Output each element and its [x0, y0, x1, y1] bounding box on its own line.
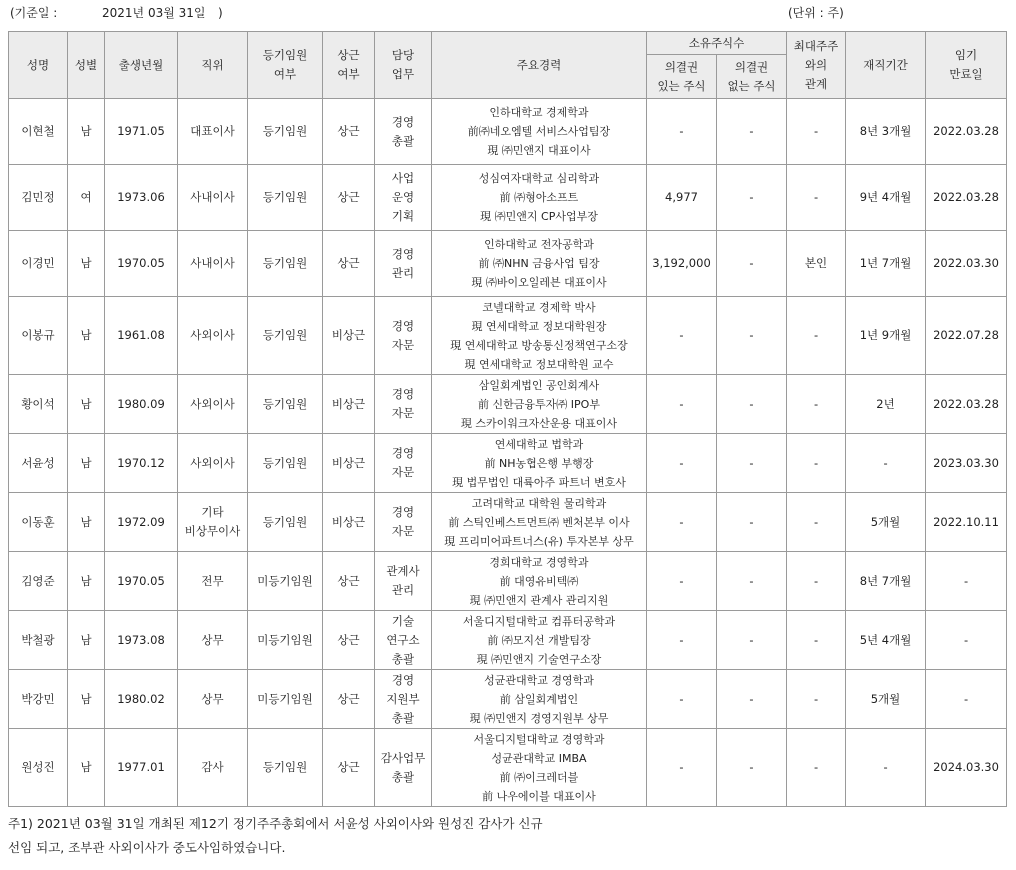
header-expiry: 임기 만료일	[926, 32, 1007, 99]
cell-name: 이동훈	[9, 493, 68, 552]
cell-birth: 1973.06	[105, 165, 178, 231]
cell-duty	[375, 729, 432, 807]
cell-name: 이봉규	[9, 297, 68, 375]
cell-name: 박철광	[9, 611, 68, 670]
cell-birth: 1980.09	[105, 375, 178, 434]
cell-voting-shares: -	[647, 434, 717, 493]
cell-duty-line: 자문	[391, 465, 415, 479]
cell-gender: 남	[68, 375, 105, 434]
cell-nonvoting-shares: -	[717, 231, 787, 297]
cell-relation: -	[787, 552, 846, 611]
cell-career-line: 現 ㈜민앤지 CP사업부장	[480, 210, 598, 223]
base-date-close: )	[218, 6, 223, 20]
cell-position-line: 사외이사	[190, 328, 235, 342]
cell-career-line: 現 스카이워크자산운용 대표이사	[460, 416, 618, 430]
cell-relation: -	[787, 729, 846, 807]
cell-relation: -	[787, 297, 846, 375]
cell-position-line: 기타	[201, 505, 224, 519]
cell-birth: 1970.12	[105, 434, 178, 493]
cell-duty	[375, 297, 432, 375]
cell-career-line: 前 ㈜NHN 금융사업 팀장	[478, 257, 600, 270]
cell-name: 이현철	[9, 99, 68, 165]
cell-career-line: 성심여자대학교 심리학과	[478, 172, 600, 185]
cell-career	[432, 165, 647, 231]
cell-fulltime: 상근	[323, 611, 375, 670]
cell-expiry: 2023.03.30	[926, 434, 1007, 493]
cell-registered: 등기임원	[248, 297, 323, 375]
header-shares: 소유주식수	[647, 32, 787, 55]
cell-career-line: 前 ㈜모지선 개발팀장	[487, 633, 591, 647]
header-name: 성명	[9, 32, 68, 99]
cell-birth: 1972.09	[105, 493, 178, 552]
cell-career-line: 서울디지털대학교 컴퓨터공학과	[462, 614, 616, 628]
cell-relation: -	[787, 165, 846, 231]
header-position: 직위	[178, 32, 248, 99]
cell-birth: 1980.02	[105, 670, 178, 729]
cell-fulltime: 상근	[323, 552, 375, 611]
cell-duty-line: 경영	[391, 505, 415, 519]
cell-nonvoting-shares: -	[717, 611, 787, 670]
cell-duty	[375, 493, 432, 552]
cell-position-line: 사내이사	[190, 256, 235, 270]
header-relation: 최대주주 와의 관계	[787, 32, 846, 99]
cell-voting-shares: -	[647, 611, 717, 670]
cell-duty	[375, 552, 432, 611]
cell-career-line: 現 연세대학교 정보대학원 교수	[464, 357, 614, 371]
cell-relation: -	[787, 493, 846, 552]
cell-registered: 등기임원	[248, 729, 323, 807]
cell-career-line: 고려대학교 대학원 물리학과	[471, 496, 607, 510]
cell-position	[178, 552, 248, 611]
cell-career-line: 경희대학교 경영학과	[489, 555, 589, 569]
cell-voting-shares: -	[647, 670, 717, 729]
base-date: 2021년 03월 31일	[102, 6, 206, 20]
cell-position	[178, 231, 248, 297]
cell-nonvoting-shares: -	[717, 670, 787, 729]
cell-tenure: 8년 7개월	[846, 552, 926, 611]
cell-duty-line: 총괄	[391, 133, 415, 148]
cell-position-line: 상무	[201, 632, 224, 647]
cell-duty	[375, 611, 432, 670]
header-birth: 출생년월	[105, 32, 178, 99]
cell-duty	[375, 670, 432, 729]
cell-gender: 남	[68, 611, 105, 670]
cell-career-line: 前 삼일회계법인	[499, 692, 579, 706]
table-row	[9, 99, 1007, 165]
cell-career	[432, 611, 647, 670]
cell-fulltime: 상근	[323, 231, 375, 297]
cell-name: 원성진	[9, 729, 68, 807]
cell-expiry: -	[926, 611, 1007, 670]
cell-nonvoting-shares: -	[717, 375, 787, 434]
cell-expiry: 2022.03.30	[926, 231, 1007, 297]
base-date-label: (기준일 :	[10, 6, 58, 20]
cell-duty-line: 경영	[391, 672, 415, 687]
cell-position	[178, 434, 248, 493]
table-row	[9, 231, 1007, 297]
cell-registered: 미등기임원	[248, 552, 323, 611]
cell-tenure: -	[846, 434, 926, 493]
cell-tenure: -	[846, 729, 926, 807]
cell-expiry: 2022.03.28	[926, 165, 1007, 231]
cell-career-line: 前 신한금융투자㈜ IPO부	[478, 397, 600, 411]
table-caption	[10, 4, 1010, 22]
cell-expiry: 2022.03.28	[926, 375, 1007, 434]
cell-nonvoting-shares: -	[717, 493, 787, 552]
unit-label: (단위 : 주)	[788, 6, 844, 20]
cell-duty	[375, 165, 432, 231]
cell-career-line: 現 ㈜민앤지 관계사 관리지원	[469, 593, 609, 607]
header-tenure: 재직기간	[846, 32, 926, 99]
cell-nonvoting-shares: -	[717, 99, 787, 165]
cell-gender: 남	[68, 99, 105, 165]
cell-nonvoting-shares: -	[717, 729, 787, 807]
cell-expiry: 2022.10.11	[926, 493, 1007, 552]
cell-duty-line: 경영	[391, 318, 415, 333]
cell-registered: 등기임원	[248, 165, 323, 231]
cell-duty-line: 연구소	[386, 632, 420, 647]
cell-career-line: 前 나우에이블 대표이사	[482, 789, 596, 803]
cell-duty-line: 경영	[391, 246, 415, 261]
cell-birth: 1973.08	[105, 611, 178, 670]
header-nonvoting-shares: 의결권 없는 주식	[717, 55, 787, 99]
cell-birth: 1971.05	[105, 99, 178, 165]
cell-name: 서윤성	[9, 434, 68, 493]
cell-voting-shares: -	[647, 99, 717, 165]
cell-position-line: 비상무이사	[184, 524, 241, 538]
cell-career	[432, 670, 647, 729]
cell-duty-line: 사업	[391, 171, 415, 185]
cell-gender: 남	[68, 670, 105, 729]
cell-career	[432, 297, 647, 375]
cell-duty-line: 경영	[391, 114, 415, 129]
cell-duty-line: 총괄	[391, 769, 415, 784]
cell-career-line: 現 ㈜바이오일레븐 대표이사	[471, 276, 607, 289]
cell-position	[178, 493, 248, 552]
cell-position	[178, 165, 248, 231]
cell-registered: 등기임원	[248, 231, 323, 297]
cell-career	[432, 375, 647, 434]
cell-expiry: 2024.03.30	[926, 729, 1007, 807]
cell-relation: -	[787, 375, 846, 434]
cell-tenure: 2년	[846, 375, 926, 434]
cell-position	[178, 375, 248, 434]
cell-career-line: 성균관대학교 경영학과	[484, 673, 594, 687]
cell-expiry: 2022.03.28	[926, 99, 1007, 165]
cell-career-line: 現 ㈜민앤지 대표이사	[487, 144, 591, 157]
cell-duty-line: 기획	[391, 209, 415, 223]
cell-gender: 남	[68, 297, 105, 375]
cell-gender: 남	[68, 552, 105, 611]
cell-position	[178, 611, 248, 670]
cell-name: 박강민	[9, 670, 68, 729]
cell-name: 김민정	[9, 165, 68, 231]
cell-position-line: 감사	[201, 760, 224, 774]
cell-name: 황이석	[9, 375, 68, 434]
cell-duty-line: 경영	[391, 387, 415, 401]
cell-nonvoting-shares: -	[717, 552, 787, 611]
header-career: 주요경력	[432, 32, 647, 99]
cell-registered: 등기임원	[248, 493, 323, 552]
cell-gender: 남	[68, 493, 105, 552]
cell-expiry: -	[926, 552, 1007, 611]
cell-fulltime: 상근	[323, 670, 375, 729]
cell-duty-line: 총괄	[391, 710, 415, 725]
cell-fulltime: 비상근	[323, 375, 375, 434]
cell-birth: 1970.05	[105, 231, 178, 297]
table-row	[9, 493, 1007, 552]
cell-duty	[375, 99, 432, 165]
header-voting-shares: 의결권 있는 주식	[647, 55, 717, 99]
cell-relation: -	[787, 670, 846, 729]
table-row	[9, 375, 1007, 434]
header-registered: 등기임원 여부	[248, 32, 323, 99]
cell-tenure: 1년 9개월	[846, 297, 926, 375]
cell-registered: 미등기임원	[248, 611, 323, 670]
cell-relation: -	[787, 611, 846, 670]
cell-gender: 여	[68, 165, 105, 231]
cell-expiry: -	[926, 670, 1007, 729]
cell-position-line: 대표이사	[190, 124, 235, 138]
table-row	[9, 670, 1007, 729]
cell-career	[432, 434, 647, 493]
cell-duty-line: 관계사	[386, 564, 420, 578]
cell-duty-line: 감사업무	[380, 750, 426, 765]
cell-tenure: 5개월	[846, 670, 926, 729]
cell-voting-shares: -	[647, 729, 717, 807]
cell-career-line: 前 ㈜형아소프트	[499, 191, 579, 204]
cell-relation: 본인	[787, 231, 846, 297]
cell-career-line: 現 연세대학교 정보대학원장	[471, 319, 607, 333]
cell-position	[178, 297, 248, 375]
cell-fulltime: 비상근	[323, 297, 375, 375]
table-row	[9, 552, 1007, 611]
header-fulltime: 상근 여부	[323, 32, 375, 99]
cell-registered: 등기임원	[248, 434, 323, 493]
header-gender: 성별	[68, 32, 105, 99]
cell-position-line: 사외이사	[190, 455, 235, 470]
cell-duty-line: 총괄	[391, 651, 415, 666]
cell-career-line: 現 ㈜민앤지 경영지원부 상무	[469, 711, 609, 725]
cell-fulltime: 비상근	[323, 493, 375, 552]
table-row	[9, 434, 1007, 493]
cell-voting-shares: -	[647, 297, 717, 375]
cell-expiry: 2022.07.28	[926, 297, 1007, 375]
cell-voting-shares: 3,192,000	[647, 231, 717, 297]
cell-career-line: 성균관대학교 IMBA	[491, 751, 587, 765]
cell-duty-line: 자문	[391, 337, 415, 352]
cell-duty	[375, 231, 432, 297]
cell-career-line: 서울디지털대학교 경영학과	[473, 732, 605, 746]
cell-gender: 남	[68, 231, 105, 297]
cell-fulltime: 비상근	[323, 434, 375, 493]
cell-career	[432, 552, 647, 611]
cell-career-line: 인하대학교 전자공학과	[484, 238, 594, 251]
cell-career-line: 코넬대학교 경제학 박사	[482, 300, 596, 314]
table-row	[9, 729, 1007, 807]
cell-duty-line: 운영	[391, 190, 415, 204]
footnote-line: 선임 되고, 조부관 사외이사가 중도사임하였습니다.	[8, 840, 286, 855]
cell-relation: -	[787, 99, 846, 165]
cell-duty-line: 관리	[391, 583, 415, 597]
cell-fulltime: 상근	[323, 99, 375, 165]
cell-duty-line: 경영	[391, 446, 415, 460]
cell-duty	[375, 434, 432, 493]
cell-fulltime: 상근	[323, 165, 375, 231]
cell-fulltime: 상근	[323, 729, 375, 807]
cell-tenure: 5개월	[846, 493, 926, 552]
cell-career	[432, 99, 647, 165]
cell-position	[178, 99, 248, 165]
cell-career-line: 前 ㈜이크레더블	[499, 770, 579, 784]
cell-birth: 1977.01	[105, 729, 178, 807]
cell-nonvoting-shares: -	[717, 297, 787, 375]
cell-position-line: 상무	[201, 691, 224, 706]
cell-position-line: 사외이사	[190, 396, 235, 411]
cell-registered: 미등기임원	[248, 670, 323, 729]
cell-career-line: 前 대영유비텍㈜	[499, 574, 579, 588]
cell-tenure: 9년 4개월	[846, 165, 926, 231]
executives-table	[8, 31, 1007, 807]
cell-career-line: 前 스틱인베스트먼트㈜ 벤처본부 이사	[448, 515, 630, 529]
table-row	[9, 165, 1007, 231]
cell-position	[178, 670, 248, 729]
cell-career	[432, 231, 647, 297]
cell-career-line: 現 ㈜민앤지 기술연구소장	[476, 652, 602, 666]
cell-gender: 남	[68, 729, 105, 807]
cell-birth: 1961.08	[105, 297, 178, 375]
cell-position	[178, 729, 248, 807]
cell-nonvoting-shares: -	[717, 434, 787, 493]
cell-gender: 남	[68, 434, 105, 493]
header-duty: 담당 업무	[375, 32, 432, 99]
cell-name: 김영준	[9, 552, 68, 611]
cell-registered: 등기임원	[248, 375, 323, 434]
cell-tenure: 1년 7개월	[846, 231, 926, 297]
cell-career	[432, 729, 647, 807]
cell-career-line: 인하대학교 경제학과	[489, 106, 589, 119]
cell-tenure: 8년 3개월	[846, 99, 926, 165]
cell-voting-shares: -	[647, 375, 717, 434]
cell-voting-shares: -	[647, 552, 717, 611]
footnote	[8, 812, 543, 860]
cell-duty	[375, 375, 432, 434]
cell-duty-line: 자문	[391, 406, 415, 420]
cell-duty-line: 지원부	[386, 691, 420, 706]
cell-career-line: 前㈜네오엠텔 서비스사업팀장	[467, 125, 611, 138]
cell-career-line: 現 연세대학교 방송통신정책연구소장	[450, 338, 628, 352]
table-row	[9, 611, 1007, 670]
cell-tenure: 5년 4개월	[846, 611, 926, 670]
table-row	[9, 297, 1007, 375]
cell-registered: 등기임원	[248, 99, 323, 165]
cell-career-line: 現 법무법인 대륙아주 파트너 변호사	[452, 475, 626, 489]
cell-birth: 1970.05	[105, 552, 178, 611]
cell-position-line: 사내이사	[190, 190, 235, 204]
footnote-line: 주1) 2021년 03월 31일 개최된 제12기 정기주주총회에서 서윤성 사외이사와 원성진 감사가 신규	[8, 816, 543, 831]
cell-relation: -	[787, 434, 846, 493]
cell-voting-shares: 4,977	[647, 165, 717, 231]
cell-career-line: 연세대학교 법학과	[494, 437, 584, 451]
cell-career-line: 現 프리미어파트너스(유) 투자본부 상무	[444, 534, 634, 548]
cell-nonvoting-shares: -	[717, 165, 787, 231]
cell-duty-line: 관리	[391, 265, 415, 280]
cell-career-line: 前 NH농협은행 부행장	[484, 456, 594, 470]
cell-career-line: 삼일회계법인 공인회계사	[478, 378, 600, 392]
cell-name: 이경민	[9, 231, 68, 297]
cell-position-line: 전무	[201, 573, 224, 588]
cell-duty-line: 자문	[391, 524, 415, 538]
cell-duty-line: 기술	[391, 613, 415, 628]
cell-career	[432, 493, 647, 552]
cell-voting-shares: -	[647, 493, 717, 552]
